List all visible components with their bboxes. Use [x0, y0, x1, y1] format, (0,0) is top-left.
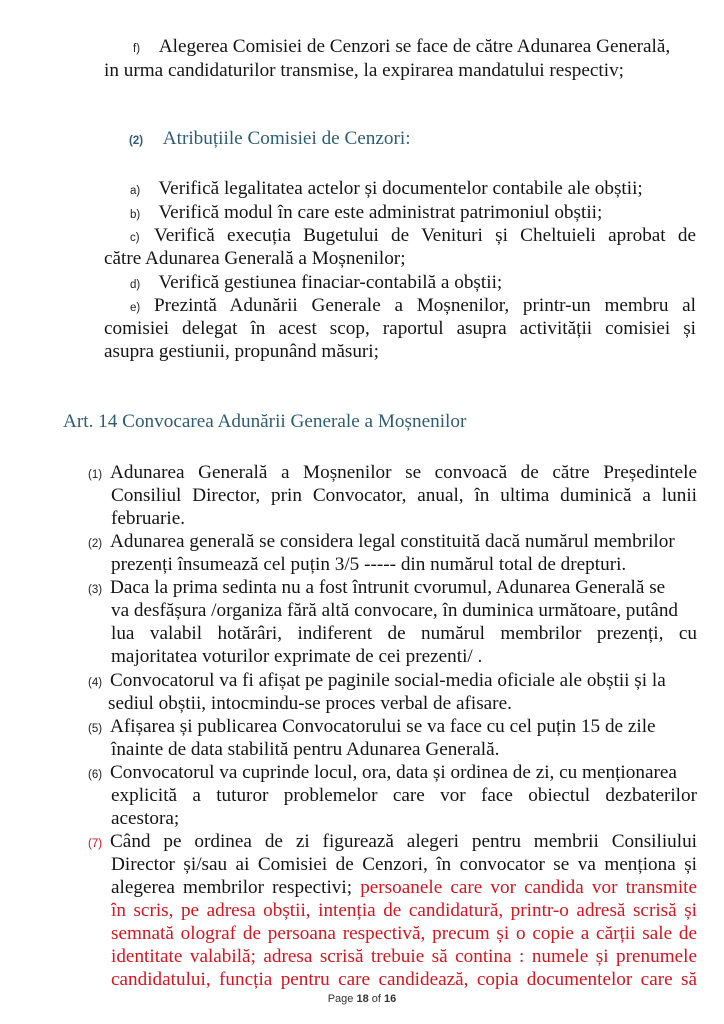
- paragraph-6-continued: explicită a tuturor problemelor care vor face obiectul dezbaterilor: [111, 785, 697, 806]
- paragraph-marker: (4): [88, 677, 103, 689]
- footer-prefix: Page: [327, 993, 357, 1005]
- section-f-text: Alegerea Comisiei de Cenzori se face de către Adunarea Generală,: [158, 36, 671, 57]
- attribution-text: Verifică modul în care este administrat patrimoniul obștii;: [158, 202, 603, 223]
- section-f-line-2: in urma candidaturilor transmise, la expirarea mandatului respectiv;: [104, 60, 625, 81]
- section-f-line-1: [133, 36, 697, 60]
- list-marker: e): [130, 302, 141, 314]
- paragraph-4: [88, 670, 666, 694]
- attribution-c-continued: către Adunarea Generală a Moșnenilor;: [104, 248, 406, 269]
- paragraph-marker: (6): [88, 769, 103, 781]
- page-footer: [0, 993, 724, 1005]
- candidacy-requirement-text: candidatului, funcția pentru care candidează, copia documentelor care să: [111, 969, 697, 990]
- paragraph-7-mixed-line: [111, 877, 697, 899]
- paragraph-1: [88, 462, 697, 484]
- attribution-c: [130, 225, 696, 247]
- paragraph-marker: (7): [88, 838, 103, 850]
- candidacy-requirement-text: persoanele care vor candida vor transmite: [360, 877, 697, 898]
- paragraph-5-continued: înainte de data stabilită pentru Adunarea Generală.: [111, 739, 500, 760]
- paragraph-7: [88, 831, 697, 853]
- paragraph-text: Convocatorul va fi afișat pe paginile social-media oficiale ale obștii și la: [110, 670, 666, 691]
- paragraph-marker: (2): [88, 538, 103, 550]
- paragraph-marker: (3): [88, 584, 103, 596]
- list-marker: c): [130, 232, 140, 244]
- footer-middle: of: [368, 993, 385, 1005]
- paragraph-3: [88, 577, 665, 601]
- paragraph-text: Adunarea Generală a Moșnenilor se convoacă de către Președintele: [110, 462, 697, 483]
- paragraph-4-continued: sediul obștii, intocmindu-se proces verbal de afisare.: [108, 693, 512, 714]
- attribution-d: [130, 272, 502, 296]
- attribution-text: Verifică legalitatea actelor și documentelor contabile ale obștii;: [158, 178, 643, 199]
- attribution-e: [130, 295, 696, 317]
- list-marker: b): [130, 209, 141, 221]
- paragraph-1-continued: Consiliul Director, prin Convocator, anual, în ultima duminică a lunii: [111, 485, 697, 506]
- paragraph-marker: (5): [88, 723, 103, 735]
- paragraph-3-continued: majoritatea voturilor exprimate de cei prezenti/ .: [111, 646, 483, 667]
- total-page-number: 16: [384, 993, 397, 1005]
- paragraph-text: Daca la prima sedinta nu a fost întrunit cvorumul, Adunarea Generală se: [110, 577, 666, 598]
- paragraph-5: [88, 716, 656, 740]
- attribution-text: Prezintă Adunării Generale a Moșnenilor, printr-un membru al: [154, 295, 696, 316]
- candidacy-requirement-text: identitate valabilă; adresa scrisă trebuie să contina : numele și prenumele: [111, 946, 697, 967]
- subheading-text: Atribuțiile Comisiei de Cenzori:: [162, 128, 411, 149]
- list-marker: d): [130, 279, 141, 291]
- candidacy-requirement-text: semnată olograf de persoana respectivă, precum și o copie a cărții sale de: [111, 923, 697, 944]
- subheading-marker: (2): [129, 135, 144, 147]
- candidacy-requirement-text: în scris, pe adresa obștii, intenția de candidatură, printr-o adresă scrisă și: [111, 900, 697, 921]
- paragraph-2: [88, 531, 675, 555]
- attribution-e-continued: asupra gestiunii, propunând măsuri;: [104, 341, 379, 362]
- attribution-a: [130, 178, 643, 202]
- paragraph-marker: (1): [88, 469, 103, 481]
- paragraph-text: Afișarea și publicarea Convocatorului se va face cu cel puțin 15 de zile: [110, 716, 656, 737]
- paragraph-6: [88, 762, 677, 786]
- article-title: Art. 14 Convocarea Adunării Generale a Moșnenilor: [63, 411, 467, 432]
- paragraph-text: Convocatorul va cuprinde locul, ora, data și ordinea de zi, cu menționarea: [110, 762, 677, 783]
- subheading-attributions: [129, 128, 411, 152]
- current-page-number: 18: [356, 993, 369, 1005]
- paragraph-1-continued: februarie.: [111, 508, 186, 529]
- paragraph-3-continued: va desfășura /organiza fără altă convocare, în duminica următoare, putând: [111, 600, 679, 621]
- paragraph-text: Când pe ordinea de zi figurează alegeri pentru membrii Consiliului: [110, 831, 697, 852]
- attribution-text: Verifică gestiunea finaciar-contabilă a obștii;: [158, 272, 503, 293]
- attribution-text: Verifică execuția Bugetului de Venituri și Cheltuieli aprobat de: [154, 225, 696, 246]
- paragraph-6-continued: acestora;: [111, 808, 180, 829]
- list-marker: a): [130, 185, 141, 197]
- attribution-e-continued: comisiei delegat în acest scop, raportul asupra activității comisiei și: [104, 318, 696, 339]
- attribution-b: [130, 202, 602, 226]
- paragraph-text: Adunarea generală se considera legal constituită dacă numărul membrilor: [110, 531, 675, 552]
- paragraph-3-continued: lua valabil hotărâri, indiferent de numărul membrilor prezenți, cu: [111, 623, 697, 644]
- paragraph-text: alegerea membrilor respectivi;: [111, 877, 361, 898]
- paragraph-7-continued: Director și/sau ai Comisiei de Cenzori, în convocator se va menționa și: [111, 854, 697, 875]
- list-marker: f): [133, 43, 141, 55]
- paragraph-2-continued: prezenți însumează cel puțin 3/5 ----- din numărul total de drepturi.: [111, 554, 627, 575]
